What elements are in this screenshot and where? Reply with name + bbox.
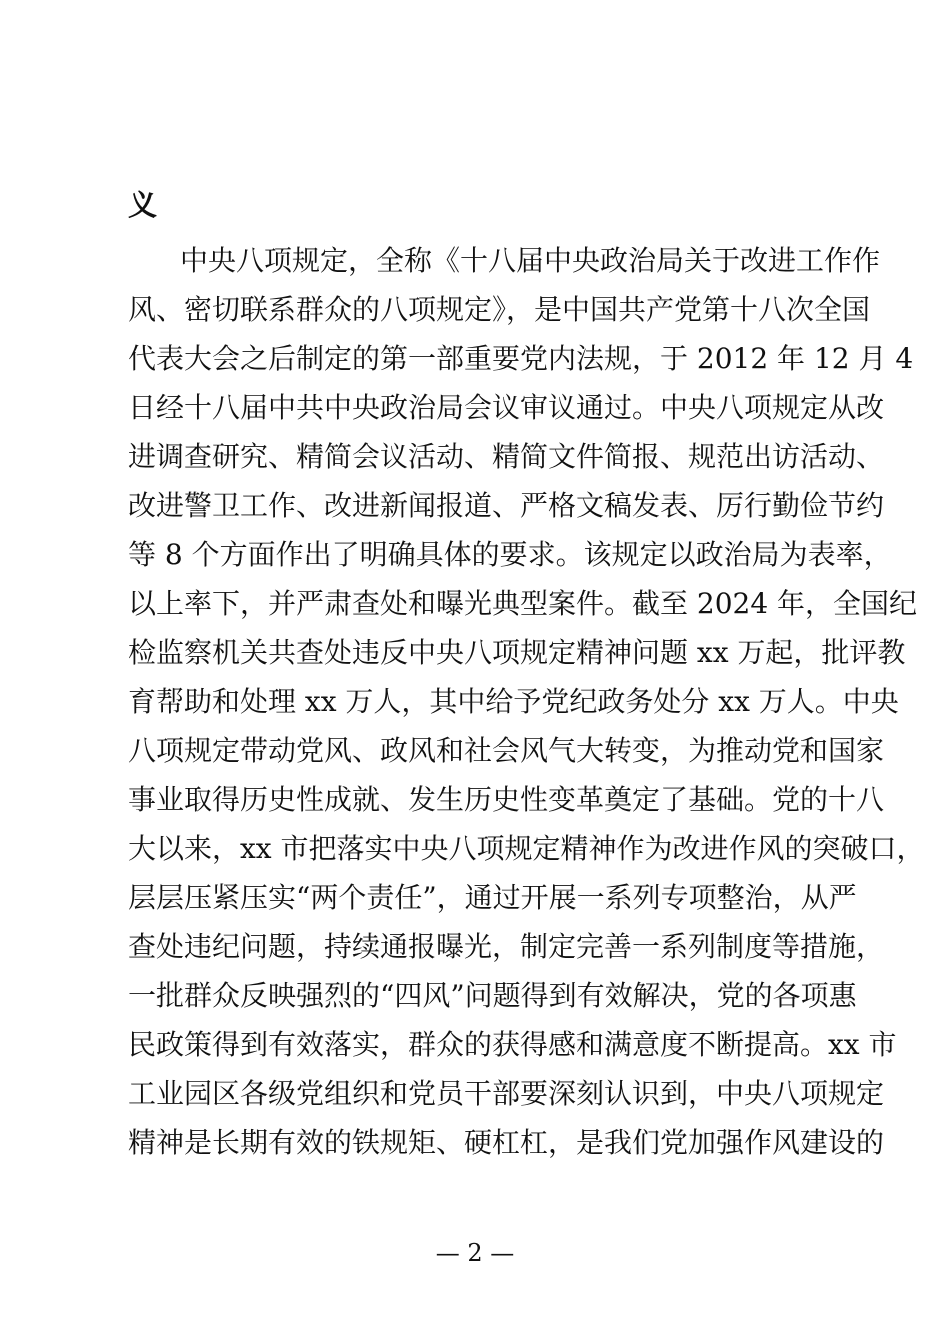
paragraph-line: 进调查研究、精简会议活动、精简文件简报、规范出访活动、 <box>128 440 885 473</box>
paragraph-line: 一批群众反映强烈的“四风”问题得到有效解决，党的各项惠 <box>128 979 857 1012</box>
section-heading: 义 <box>128 188 158 222</box>
paragraph-line: 代表大会之后制定的第一部重要党内法规，于 2012 年 12 月 4 <box>128 342 914 375</box>
paragraph-line: 大以来，xx 市把落实中央八项规定精神作为改进作风的突破口， <box>128 832 925 865</box>
paragraph-line: 以上率下，并严肃查处和曝光典型案件。截至 2024 年，全国纪 <box>128 587 918 620</box>
paragraph-line: 中央八项规定，全称《十八届中央政治局关于改进工作作 <box>180 244 881 277</box>
paragraph-line: 查处违纪问题，持续通报曝光，制定完善一系列制度等措施， <box>128 930 885 963</box>
paragraph-line: 育帮助和处理 xx 万人，其中给予党纪政务处分 xx 万人。中央 <box>128 685 899 718</box>
body-paragraph <box>128 236 925 1167</box>
paragraph-line: 事业取得历史性成就、发生历史性变革奠定了基础。党的十八 <box>128 783 885 816</box>
paragraph-line: 层层压紧压实“两个责任”，通过开展一系列专项整治，从严 <box>128 881 857 914</box>
paragraph-line: 工业园区各级党组织和党员干部要深刻认识到，中央八项规定 <box>128 1077 885 1110</box>
paragraph-line: 精神是长期有效的铁规矩、硬杠杠，是我们党加强作风建设的 <box>128 1126 885 1159</box>
paragraph-line: 改进警卫工作、改进新闻报道、严格文稿发表、厉行勤俭节约 <box>128 489 885 522</box>
paragraph-line: 民政策得到有效落实，群众的获得感和满意度不断提高。xx 市 <box>128 1028 897 1061</box>
page-number: — 2 — <box>435 1239 515 1267</box>
paragraph-line: 等 8 个方面作出了明确具体的要求。该规定以政治局为表率， <box>128 538 892 571</box>
paragraph-line: 风、密切联系群众的八项规定》，是中国共产党第十八次全国 <box>128 293 871 326</box>
paragraph-line: 检监察机关共查处违反中央八项规定精神问题 xx 万起，批评教 <box>128 636 906 669</box>
paragraph-line: 八项规定带动党风、政风和社会风气大转变，为推动党和国家 <box>128 734 885 767</box>
paragraph-line: 日经十八届中共中央政治局会议审议通过。中央八项规定从改 <box>128 391 885 424</box>
